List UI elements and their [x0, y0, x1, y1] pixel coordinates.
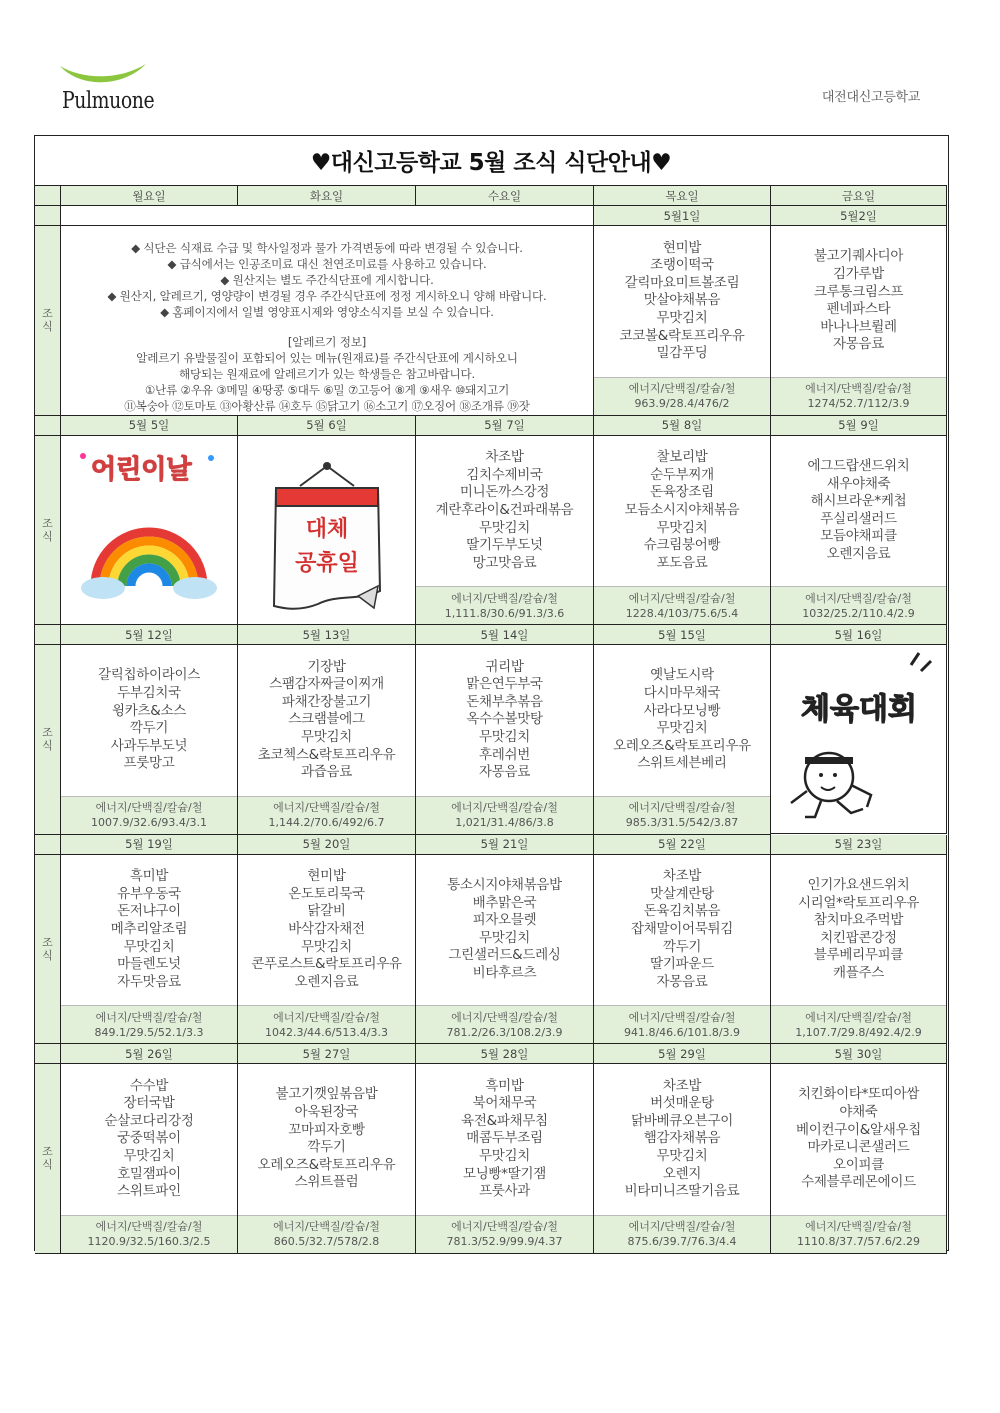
menu-item: 무맛김치 [479, 1148, 530, 1165]
menu-item: 비타후르츠 [472, 964, 537, 981]
menu-item: 모듬야채피클 [820, 528, 897, 545]
date-label: 5월 12일 [61, 625, 238, 645]
menu-item: 스위트파인 [117, 1183, 181, 1200]
page-title: ♥대신고등학교 5월 조식 식단안내♥ [35, 136, 947, 186]
menu-item: 바삭감자채전 [288, 920, 365, 937]
menu-item: 크루통크림스프 [813, 283, 904, 300]
leaf-swoosh-icon [58, 60, 158, 90]
menu-item: 피자오믈렛 [472, 912, 537, 929]
nutrition-info [416, 1005, 593, 1043]
menu-cell [771, 855, 947, 1045]
menu-item: 무맛김치 [479, 729, 530, 746]
meal-label-text: 조식 [42, 1145, 53, 1172]
nutrition-info [771, 377, 946, 415]
menu-item: 장터국밥 [123, 1095, 175, 1112]
menu-item: 무맛김치 [479, 929, 530, 946]
menu-item: 차조밥 [662, 1077, 702, 1094]
nutrition-value: 1,111.8/30.6/91.3/3.6 [444, 606, 565, 620]
menu-list [416, 1064, 593, 1215]
menu-item: 무맛김치 [301, 729, 352, 746]
nutrition-value: 1120.9/32.5/160.3/2.5 [87, 1235, 211, 1248]
menu-item: 무맛김치 [479, 519, 530, 536]
menu-item: 갈릭칩하이라이스 [98, 667, 200, 684]
menu-item: 오이피클 [833, 1156, 884, 1173]
menu-item: 치킨팝콘강정 [820, 929, 897, 946]
menu-item: 스크램블에그 [288, 711, 365, 728]
nutrition-value: 860.5/32.7/578/2.8 [273, 1235, 380, 1248]
menu-item: 아욱된장국 [294, 1104, 359, 1121]
date-label: 5월 28일 [416, 1044, 594, 1064]
date-label: 5월 21일 [416, 835, 594, 855]
menu-item: 베이컨구이&알새우칩 [796, 1121, 921, 1138]
menu-list [416, 645, 593, 796]
menu-item: 무맛김치 [301, 938, 352, 955]
menu-item: 궁중떡볶이 [117, 1130, 181, 1147]
menu-cell [594, 226, 771, 416]
nutrition-label: 에너지/단백질/칼슘/철 [805, 382, 912, 395]
nutrition-value: 781.2/26.3/108.2/3.9 [446, 1025, 563, 1039]
menu-item: 유부우동국 [117, 885, 181, 902]
date-label: 5월2일 [771, 206, 947, 226]
menu-item: 차조밥 [662, 868, 702, 885]
menu-item: 새우야채죽 [826, 475, 891, 492]
nutrition-info [416, 586, 593, 624]
menu-item: 꼬마피자호빵 [288, 1121, 365, 1138]
meal-label [35, 855, 61, 1045]
menu-item: 깍두기 [662, 938, 702, 955]
nutrition-label: 에너지/단백질/칼슘/철 [628, 1220, 736, 1233]
nutrition-label: 에너지/단백질/칼슘/철 [628, 591, 736, 605]
menu-item: 배추맑은국 [472, 894, 537, 911]
menu-item: 오렌지음료 [294, 973, 359, 990]
logo-text: Pulmuone [62, 88, 155, 114]
menu-cell [771, 226, 947, 416]
menu-cell [771, 1064, 947, 1254]
nutrition-info [594, 586, 770, 624]
menu-item: 비타미니즈딸기음료 [624, 1183, 740, 1200]
nutrition-label: 에너지/단백질/칼슘/철 [273, 1220, 380, 1233]
menu-item: 깍두기 [129, 720, 169, 737]
nutrition-label: 에너지/단백질/칼슘/철 [95, 801, 203, 814]
nutrition-info [771, 1215, 946, 1253]
menu-item: 순살코다리강정 [104, 1112, 194, 1129]
nutrition-value: 849.1/29.5/52.1/3.3 [94, 1025, 204, 1039]
menu-item: 계란후라이&건파래볶음 [435, 501, 574, 518]
menu-item: 슈크림붕어빵 [643, 537, 721, 554]
date-label: 5월 19일 [61, 835, 238, 855]
nutrition-value: 1042.3/44.6/513.4/3.3 [264, 1025, 389, 1039]
menu-item: 해시브라운*케첩 [810, 493, 907, 510]
nutrition-info [594, 796, 770, 834]
menu-item: 순두부찌개 [650, 466, 714, 483]
weekday-header: 수요일 [416, 186, 594, 206]
menu-item: 오렌지 [662, 1165, 702, 1182]
notice-line: ◆ 원산지는 별도 주간식단표에 게시합니다. [220, 273, 434, 287]
nutrition-label: 에너지/단백질/칼슘/철 [451, 1010, 558, 1024]
menu-item: 옛날도시락 [650, 667, 714, 684]
menu-item: 김가루밥 [833, 266, 884, 283]
nutrition-label: 에너지/단백질/칼슘/철 [805, 591, 912, 605]
menu-item: 자몽음료 [479, 764, 530, 781]
meal-label-text: 조식 [42, 516, 53, 543]
menu-item: 귀리밥 [485, 658, 524, 675]
nutrition-label: 에너지/단백질/칼슘/철 [273, 1010, 380, 1024]
menu-item: 블루베리무피클 [813, 947, 904, 964]
date-label: 5월 23일 [771, 835, 947, 855]
nutrition-info [238, 796, 415, 834]
holiday-text: 공휴일 [295, 551, 359, 576]
date-label: 5월 14일 [416, 625, 594, 645]
weekday-header: 목요일 [594, 186, 771, 206]
menu-item: 옥수수볼맛탕 [466, 711, 543, 728]
menu-item: 시리얼*락토프리우유 [797, 894, 920, 911]
date-label: 5월 6일 [238, 416, 416, 436]
menu-item: 찰보리밥 [656, 449, 708, 466]
menu-item: 바나나브륄레 [820, 318, 897, 335]
notice-line: ◆ 홈페이지에서 일별 영양표시제와 영양소식지를 보실 수 있습니다. [160, 305, 494, 319]
menu-item: 돈육장조림 [650, 484, 714, 501]
menu-item: 자몽음료 [833, 336, 884, 353]
menu-item: 수수밥 [129, 1077, 169, 1094]
nutrition-label: 에너지/단백질/칼슘/철 [95, 1220, 203, 1233]
menu-item: 캐플주스 [833, 964, 884, 981]
menu-list [61, 855, 237, 1006]
menu-item: 파채간장불고기 [281, 693, 372, 710]
menu-item: 밀감푸딩 [656, 345, 708, 362]
menu-item: 메추리알조림 [110, 920, 188, 937]
allergy-line: 해당되는 원재료에 알레르기가 있는 학생들은 참고바랍니다. [179, 367, 475, 381]
menu-item: 마들렌도넛 [117, 956, 181, 973]
nutrition-label: 에너지/단백질/칼슘/철 [451, 591, 558, 605]
notice-line: ◆ 원산지, 알레르기, 영양량이 변경될 경우 주간식단표에 정정 게시하오니 양해 바랍니다. [107, 289, 547, 303]
menu-item: 오렌지음료 [826, 545, 891, 562]
menu-item: 자몽음료 [656, 973, 708, 990]
menu-item: 자두맛음료 [117, 973, 181, 990]
menu-list [594, 1064, 770, 1215]
menu-cell [238, 1064, 416, 1254]
menu-item: 모닝빵*딸기잼 [463, 1165, 546, 1182]
nutrition-value: 985.3/31.5/542/3.87 [625, 816, 739, 829]
nutrition-info [594, 1215, 770, 1253]
menu-table [34, 135, 949, 1251]
menu-cell [594, 855, 771, 1045]
menu-cell [416, 1064, 594, 1254]
menu-list [594, 436, 770, 587]
menu-item: 미니돈까스강정 [459, 484, 550, 501]
menu-item: 김치수제비국 [466, 466, 543, 483]
nutrition-label: 에너지/단백질/칼슘/철 [628, 1010, 736, 1024]
nutrition-value: 941.8/46.6/101.8/3.9 [623, 1025, 741, 1039]
nutrition-info [771, 1005, 946, 1043]
date-label: 5월 13일 [238, 625, 416, 645]
weekday-header: 화요일 [238, 186, 416, 206]
menu-list [771, 855, 946, 1006]
weekday-header: 월요일 [61, 186, 238, 206]
menu-item: 딸기두부도넛 [466, 537, 543, 554]
nutrition-value: 1274/52.7/112/3.9 [807, 397, 910, 410]
menu-item: 콘푸로스트&락토프리우유 [251, 956, 402, 973]
menu-list [238, 1064, 415, 1215]
menu-cell [771, 436, 947, 626]
menu-item: 사라다모닝빵 [643, 702, 721, 719]
menu-list [416, 436, 593, 587]
menu-item: 모듬소시지야채볶음 [624, 501, 740, 518]
menu-item: 마카로니콘샐러드 [807, 1139, 910, 1156]
menu-cell [594, 1064, 771, 1254]
weekday-header: 금요일 [771, 186, 947, 206]
menu-item: 에그드랍샌드위치 [807, 457, 910, 474]
nutrition-info [416, 796, 593, 834]
menu-item: 포도음료 [656, 554, 708, 571]
date-label: 5월 7일 [416, 416, 594, 436]
menu-item: 프룻사과 [479, 1183, 530, 1200]
menu-cell [61, 645, 238, 835]
date-label: 5월 27일 [238, 1044, 416, 1064]
menu-item: 닭갈비 [307, 903, 346, 920]
date-bar-spacer [35, 1044, 61, 1064]
menu-item: 무맛김치 [656, 720, 708, 737]
allergy-line: ⑪복숭아 ⑫토마토 ⑬아황산류 ⑭호두 ⑮닭고기 ⑯소고기 ⑰오징어 ⑱조개류 ⑲잣 [124, 399, 530, 413]
date-label: 5월 22일 [594, 835, 771, 855]
menu-item: 깍두기 [307, 1139, 346, 1156]
menu-item: 불고기퀘사디아 [813, 248, 904, 265]
menu-item: 사과두부도넛 [110, 737, 188, 754]
holiday-text: 대체 [305, 517, 349, 542]
menu-list [771, 226, 946, 377]
menu-item: 스위트플럼 [294, 1174, 359, 1191]
menu-item: 기장밥 [307, 658, 346, 675]
allergy-line: ①난류 ②우유 ③메밀 ④땅콩 ⑤대두 ⑥밀 ⑦고등어 ⑧게 ⑨새우 ⑩돼지고기 [144, 383, 510, 397]
menu-item: 돈채부추볶음 [466, 693, 543, 710]
date-label: 5월 8일 [594, 416, 771, 436]
menu-cell [238, 645, 416, 835]
sports-day-text: 체육대회 [801, 692, 917, 727]
menu-item: 갈릭마요미트볼조림 [624, 274, 740, 291]
menu-item: 불고기깻잎볶음밥 [275, 1086, 378, 1103]
menu-item: 수제블루레몬에이드 [801, 1174, 916, 1191]
menu-item: 무맛김치 [656, 1148, 708, 1165]
school-name: 대전대신고등학교 [821, 90, 920, 105]
nutrition-label: 에너지/단백질/칼슘/철 [273, 801, 380, 814]
menu-item: 온도토리묵국 [288, 885, 365, 902]
nutrition-value: 781.3/52.9/99.9/4.37 [446, 1235, 563, 1248]
menu-item: 스팸감자짜글이찌개 [269, 676, 384, 693]
nutrition-info [61, 796, 237, 834]
menu-cell [61, 855, 238, 1045]
nutrition-info [61, 1005, 237, 1043]
nutrition-value: 1228.4/103/75.6/5.4 [625, 606, 739, 620]
nutrition-label: 에너지/단백질/칼슘/철 [805, 1220, 912, 1233]
menu-item: 후레쉬번 [479, 746, 530, 763]
notice-line: ◆ 식단은 식재료 수급 및 학사일정과 물가 가격변동에 따라 변경될 수 있습니다. [131, 241, 523, 255]
nutrition-info [416, 1215, 593, 1253]
menu-item: 조랭이떡국 [650, 257, 714, 274]
menu-item: 초코첵스&락토프리우유 [257, 746, 396, 763]
menu-item: 코코볼&락토프리우유 [619, 327, 745, 344]
menu-item: 다시마무채국 [643, 685, 721, 702]
notice-box [61, 226, 594, 416]
nutrition-label: 에너지/단백질/칼슘/철 [95, 1010, 203, 1024]
nutrition-value: 1,107.7/29.8/492.4/2.9 [795, 1025, 922, 1039]
date-label: 5월 26일 [61, 1044, 238, 1064]
menu-cell [416, 436, 594, 626]
menu-item: 프룻망고 [123, 755, 175, 772]
substitute-holiday-image [238, 436, 416, 625]
menu-cell [594, 436, 771, 626]
menu-item: 맛살계란탕 [650, 885, 714, 902]
menu-item: 오레오즈&락토프리우유 [613, 737, 751, 754]
date-label: 5월 29일 [594, 1044, 771, 1064]
menu-item: 과즙음료 [301, 764, 352, 781]
meal-label-text: 조식 [42, 307, 53, 334]
menu-item: 푸실리샐러드 [820, 510, 897, 527]
menu-item: 오레오즈&락토프리우유 [257, 1156, 396, 1173]
date-label: 5월 16일 [771, 625, 947, 645]
menu-item: 닭바베큐오븐구이 [631, 1112, 733, 1129]
menu-item: 호밀잼파이 [117, 1165, 181, 1182]
sports-day-image [771, 645, 947, 834]
menu-list [594, 645, 770, 796]
menu-cell [238, 855, 416, 1045]
menu-cell [594, 645, 771, 835]
nutrition-info [771, 586, 946, 624]
menu-list [594, 226, 770, 377]
menu-item: 무맛김치 [656, 519, 708, 536]
meal-label [35, 645, 61, 835]
menu-item: 참치마요주먹밥 [813, 912, 904, 929]
meal-label [35, 436, 61, 626]
meal-label-text: 조식 [42, 935, 53, 962]
nutrition-info [238, 1005, 415, 1043]
date-bar-empty [416, 206, 594, 226]
menu-item: 차조밥 [485, 449, 524, 466]
nutrition-label: 에너지/단백질/칼슘/철 [628, 382, 736, 395]
date-bar-spacer [35, 835, 61, 855]
menu-item: 버섯매운탕 [650, 1095, 714, 1112]
nutrition-label: 에너지/단백질/칼슘/철 [451, 801, 558, 814]
menu-cell [416, 855, 594, 1045]
menu-item: 현미밥 [307, 868, 346, 885]
menu-item: 흑미밥 [129, 868, 169, 885]
menu-item: 햄감자채볶음 [643, 1130, 721, 1147]
menu-item: 두부김치국 [117, 685, 181, 702]
menu-item: 맑은연두부국 [466, 676, 543, 693]
menu-item: 잡채말이어묵튀김 [631, 920, 733, 937]
meal-label [35, 1064, 61, 1254]
menu-item: 인기가요샌드위치 [807, 876, 910, 893]
nutrition-label: 에너지/단백질/칼슘/철 [628, 801, 736, 814]
menu-item: 통소시지야채볶음밥 [447, 876, 562, 893]
menu-item: 북어채무국 [472, 1095, 537, 1112]
date-bar-spacer [35, 416, 61, 436]
nutrition-info [238, 1215, 415, 1253]
childrens-day-image [61, 436, 238, 625]
date-label: 5월1일 [594, 206, 771, 226]
notice-line: ◆ 급식에서는 인공조미료 대신 천연조미료를 사용하고 있습니다. [167, 257, 487, 271]
nutrition-value: 963.9/28.4/476/2 [634, 397, 730, 410]
nutrition-info [61, 1215, 237, 1253]
childrens-day-text: 어린이날 [91, 455, 192, 485]
header-corner [35, 186, 61, 206]
date-label: 5월 5일 [61, 416, 238, 436]
nutrition-value: 1,021/31.4/86/3.8 [455, 816, 554, 829]
menu-item: 돈육김치볶음 [643, 903, 721, 920]
menu-item: 돈저냐구이 [117, 903, 181, 920]
menu-list [771, 436, 946, 587]
nutrition-label: 에너지/단백질/칼슘/철 [451, 1220, 558, 1233]
nutrition-value: 1007.9/32.6/93.4/3.1 [90, 816, 208, 829]
date-bar-spacer [35, 206, 61, 226]
menu-list [61, 1064, 237, 1215]
allergy-line: 알레르기 유발물질이 포함되어 있는 메뉴(원재료)를 주간식단표에 게시하오니 [136, 351, 518, 365]
menu-item: 맛살야채볶음 [643, 292, 721, 309]
menu-list [771, 1064, 946, 1215]
menu-item: 야채죽 [839, 1104, 878, 1121]
menu-list [238, 855, 415, 1006]
menu-cell [61, 1064, 238, 1254]
menu-item: 윙카츠&소스 [112, 702, 186, 719]
menu-item: 매콤두부조림 [466, 1130, 543, 1147]
nutrition-info [594, 1005, 770, 1043]
nutrition-value: 875.6/39.7/76.3/4.4 [627, 1235, 737, 1248]
menu-item: 망고맛음료 [472, 554, 537, 571]
menu-list [594, 855, 770, 1006]
menu-list [238, 645, 415, 796]
menu-item: 무맛김치 [123, 1148, 175, 1165]
date-label: 5월 9일 [771, 416, 947, 436]
nutrition-value: 1,144.2/70.6/492/6.7 [268, 816, 385, 829]
date-label: 5월 20일 [238, 835, 416, 855]
date-bar-empty [238, 206, 416, 226]
nutrition-value: 1032/25.2/110.4/2.9 [802, 606, 915, 620]
date-label: 5월 30일 [771, 1044, 947, 1064]
menu-item: 스위트세븐베리 [637, 755, 727, 772]
menu-item: 그린샐러드&드레싱 [448, 947, 561, 964]
menu-item: 육전&파채무침 [461, 1112, 548, 1129]
menu-item: 치킨화이타*또띠아쌈 [797, 1086, 920, 1103]
date-label: 5월 15일 [594, 625, 771, 645]
menu-list [61, 645, 237, 796]
meal-label-text: 조식 [42, 726, 53, 753]
allergy-title: [알레르기 정보] [287, 335, 367, 349]
menu-cell [416, 645, 594, 835]
menu-item: 현미밥 [662, 239, 702, 256]
menu-item: 흑미밥 [485, 1077, 524, 1094]
meal-label [35, 226, 61, 416]
menu-list [416, 855, 593, 1006]
menu-item: 펜네파스타 [826, 301, 891, 318]
date-bar-empty [61, 206, 238, 226]
pulmuone-logo [58, 60, 158, 122]
menu-item: 무맛김치 [123, 938, 175, 955]
menu-item: 무맛김치 [656, 310, 708, 327]
nutrition-info [594, 377, 770, 415]
date-bar-spacer [35, 625, 61, 645]
nutrition-label: 에너지/단백질/칼슘/철 [805, 1010, 912, 1024]
nutrition-value: 1110.8/37.7/57.6/2.29 [796, 1235, 921, 1248]
menu-item: 딸기파운드 [650, 956, 714, 973]
